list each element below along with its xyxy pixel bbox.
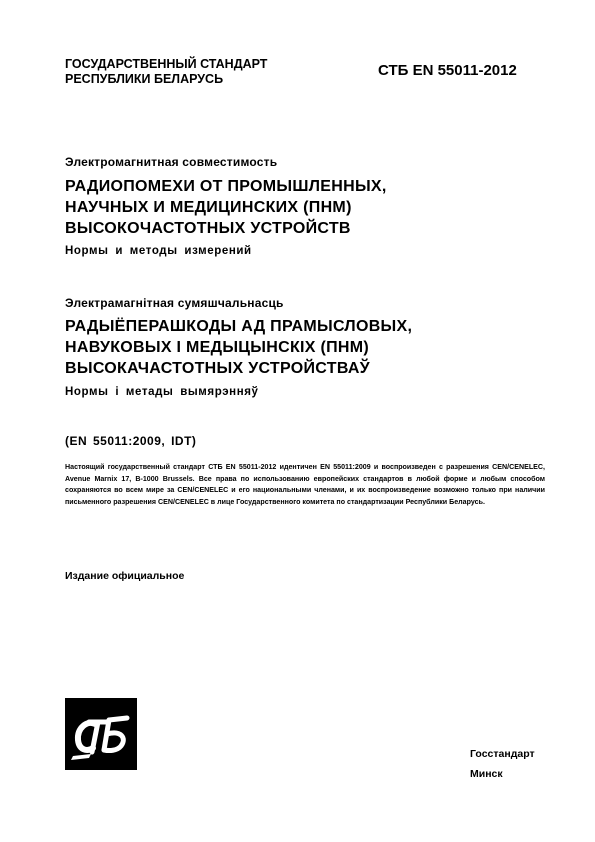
publisher — [470, 744, 535, 784]
copyright-notice: Настоящий государственный стандарт СТБ EN 55011-2012 идентичен EN 55011:2009 и воспроизведен с разрешения CEN/CENELEC, Avenue Marnix 17, B-1000 Brussels. Все права по использованию европейских стандартов в любой форме и любым способом сохраняются во всем мире за CEN/CENELEC и его национальными членами, и их воспроизведение возможно только при наличии письменного разрешения CEN/CENELEC в лице Государственного комитета по стандартизации Республики Беларусь. — [65, 463, 545, 507]
by-title — [65, 316, 412, 379]
publisher-city: Минск — [470, 768, 503, 780]
standard-code: СТБ EN 55011-2012 — [378, 62, 517, 79]
identity-note: (EN 55011:2009, IDT) — [65, 434, 197, 448]
ru-title — [65, 176, 387, 239]
publisher-name: Госстандарт — [470, 748, 535, 760]
ru-subject: Электромагнитная совместимость — [65, 155, 278, 169]
edition-label: Издание официальное — [65, 570, 185, 582]
ru-title-line: НАУЧНЫХ И МЕДИЦИНСКИХ (ПНМ) — [65, 199, 352, 216]
ru-title-line: ВЫСОКОЧАСТОТНЫХ УСТРОЙСТВ — [65, 220, 351, 237]
by-title-line: РАДЫЁПЕРАШКОДЫ АД ПРАМЫСЛОВЫХ, — [65, 318, 413, 335]
by-subject: Электрамагнітная сумяшчальнасць — [65, 296, 284, 310]
by-title-line: НАВУКОВЫХ І МЕДЫЦЫНСКІХ (ПНМ) — [65, 339, 370, 356]
stb-logo-icon — [65, 698, 137, 770]
by-title-line: ВЫСОКАЧАСТОТНЫХ УСТРОЙСТВАЎ — [65, 360, 370, 377]
header-org-line1: ГОСУДАРСТВЕННЫЙ СТАНДАРТ — [65, 57, 268, 71]
ru-subtitle: Нормы и методы измерений — [65, 245, 252, 257]
ru-title-line: РАДИОПОМЕХИ ОТ ПРОМЫШЛЕННЫХ, — [65, 178, 387, 195]
header-org-line2: РЕСПУБЛИКИ БЕЛАРУСЬ — [65, 72, 224, 86]
header-organization — [65, 57, 267, 87]
by-subtitle: Нормы і метады вымярэнняў — [65, 386, 259, 398]
